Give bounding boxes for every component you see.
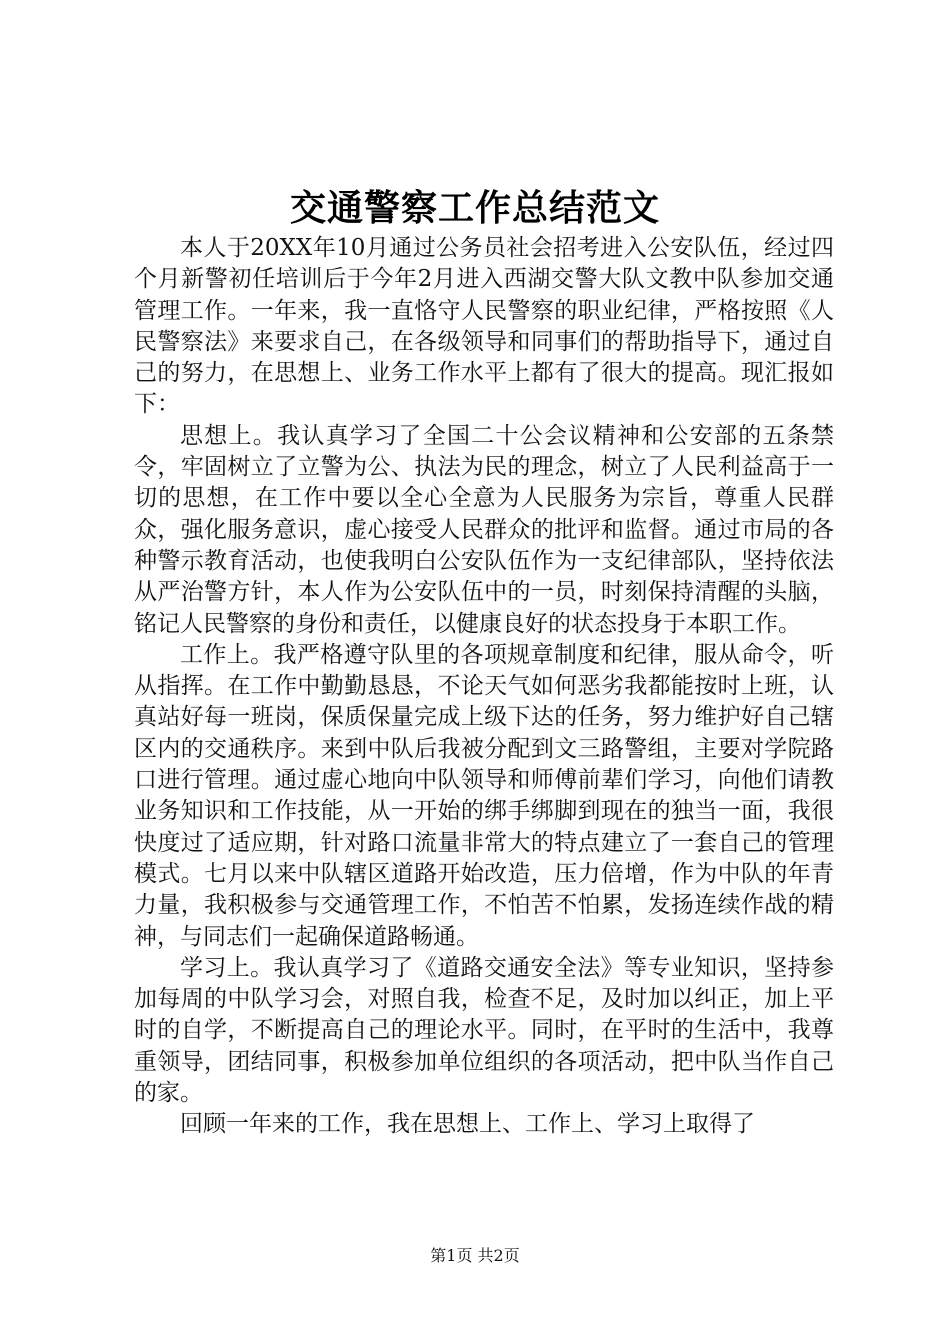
document-body — [134, 233, 834, 1141]
paragraph-study: 学习上。我认真学习了《道路交通安全法》等专业知识，坚持参加每周的中队学习会，对照自我，检查不足，及时加以纠正，加上平时的自学，不断提高自己的理论水平。同时，在平时的生活中，我尊重领导，团结同事，积极参加单位组织的各项活动，把中队当作自己的家。 — [134, 954, 834, 1107]
paragraph-work: 工作上。我严格遵守队里的各项规章制度和纪律，服从命令，听从指挥。在工作中勤勤恳恳，不论天气如何恶劣我都能按时上班，认真站好每一班岗，保质保量完成上级下达的任务，努力维护好自己辖区内的交通秩序。来到中队后我被分配到文三路警组，主要对学院路口进行管理。通过虚心地向中队领导和师傅前辈们学习，向他们请教业务知识和工作技能，从一开始的绑手绑脚到现在的独当一面，我很快度过了适应期，针对路口流量非常大的特点建立了一套自己的管理模式。七月以来中队辖区道路开始改造，压力倍增，作为中队的年青力量，我积极参与交通管理工作，不怕苦不怕累，发扬连续作战的精神，与同志们一起确保道路畅通。 — [134, 641, 834, 950]
paragraph-thought: 思想上。我认真学习了全国二十公会议精神和公安部的五条禁令，牢固树立了立警为公、执法为民的理念，树立了人民利益高于一切的思想，在工作中要以全心全意为人民服务为宗旨，尊重人民群众，强化服务意识，虚心接受人民群众的批评和监督。通过市局的各种警示教育活动，也使我明白公安队伍作为一支纪律部队，坚持依法从严治警方针，本人作为公安队伍中的一员，时刻保持清醒的头脑，铭记人民警察的身份和责任，以健康良好的状态投身于本职工作。 — [134, 422, 834, 637]
document-title: 交通警察工作总结范文 — [289, 187, 660, 229]
page-footer: 第1页 共2页 — [430, 1246, 520, 1265]
paragraph-intro: 本人于20XX年10月通过公务员社会招考进入公安队伍，经过四个月新警初任培训后于今年2月进入西湖交警大队文教中队参加交通管理工作。一年来，我一直恪守人民警察的职业纪律，严格按照《人民警察法》来要求自己，在各级领导和同事们的帮助指导下，通过自己的努力，在思想上、业务工作水平上都有了很大的提高。现汇报如下： — [134, 235, 834, 418]
paragraph-review: 回顾一年来的工作，我在思想上、工作上、学习上取得了 — [180, 1111, 755, 1138]
